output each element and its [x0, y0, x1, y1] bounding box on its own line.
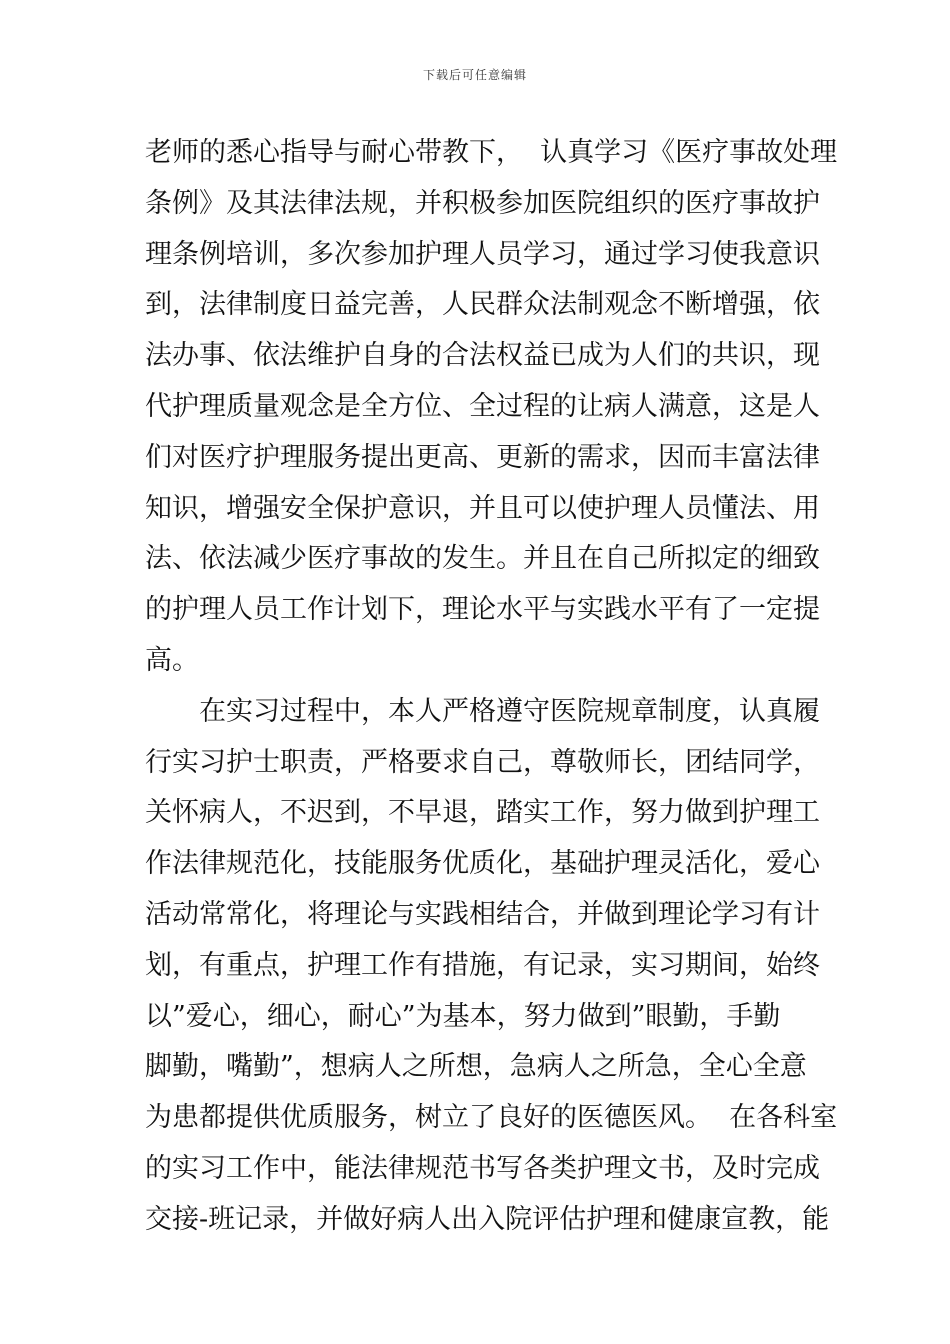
text-line: 们对医疗护理服务提出更高、更新的需求，因而丰富法律	[145, 441, 820, 473]
paragraph-1	[145, 128, 838, 687]
text-line: 代护理质量观念是全方位、全过程的让病人满意，这是人	[145, 390, 820, 422]
text-line: 关怀病人，不迟到，不早退，踏实工作，努力做到护理工	[145, 797, 820, 829]
text-line: 的实习工作中，能法律规范书写各类护理文书，及时完成	[145, 1152, 820, 1184]
text-line: 老师的悉心指导与耐心带教下， 认真学习《医疗事故处理	[145, 137, 838, 168]
text-line: 高。	[145, 644, 199, 676]
text-line: 法、依法减少医疗事故的发生。并且在自己所拟定的细致	[145, 543, 820, 575]
paragraph-2	[145, 687, 838, 1246]
text-line: 划，有重点，护理工作有措施，有记录，实习期间，始终	[145, 949, 820, 981]
text-line: 交接-班记录，并做好病人出入院评估护理和健康宣教，能	[145, 1203, 830, 1235]
text-line: 理条例培训，多次参加护理人员学习，通过学习使我意识	[145, 238, 820, 270]
text-line: 活动常常化，将理论与实践相结合，并做到理论学习有计	[145, 898, 820, 930]
text-line: 条例》及其法律法规，并积极参加医院组织的医疗事故护	[145, 187, 820, 219]
page-header-note: 下载后可任意编辑	[422, 68, 527, 82]
text-line: 在实习过程中，本人严格遵守医院规章制度，认真履	[199, 695, 820, 727]
text-line: 为患都提供优质服务，树立了良好的医德医风。 在各科室	[145, 1102, 838, 1134]
text-line: 作法律规范化，技能服务优质化，基础护理灵活化，爱心	[145, 848, 820, 880]
text-line: 到，法律制度日益完善，人民群众法制观念不断增强，依	[145, 289, 820, 321]
text-line: 以”爱心，细心，耐心”为基本，努力做到”眼勤，手勤	[145, 1000, 781, 1032]
text-line: 知识，增强安全保护意识，并且可以使护理人员懂法、用	[145, 492, 820, 524]
text-line: 行实习护士职责，严格要求自己，尊敬师长，团结同学，	[145, 746, 820, 778]
text-line: 的护理人员工作计划下，理论水平与实践水平有了一定提	[145, 594, 820, 626]
text-line: 法办事、依法维护自身的合法权益已成为人们的共识，现	[145, 340, 820, 372]
text-line: 脚勤，嘴勤”，想病人之所想，急病人之所急，全心全意	[145, 1051, 807, 1083]
document-body	[145, 128, 838, 1246]
